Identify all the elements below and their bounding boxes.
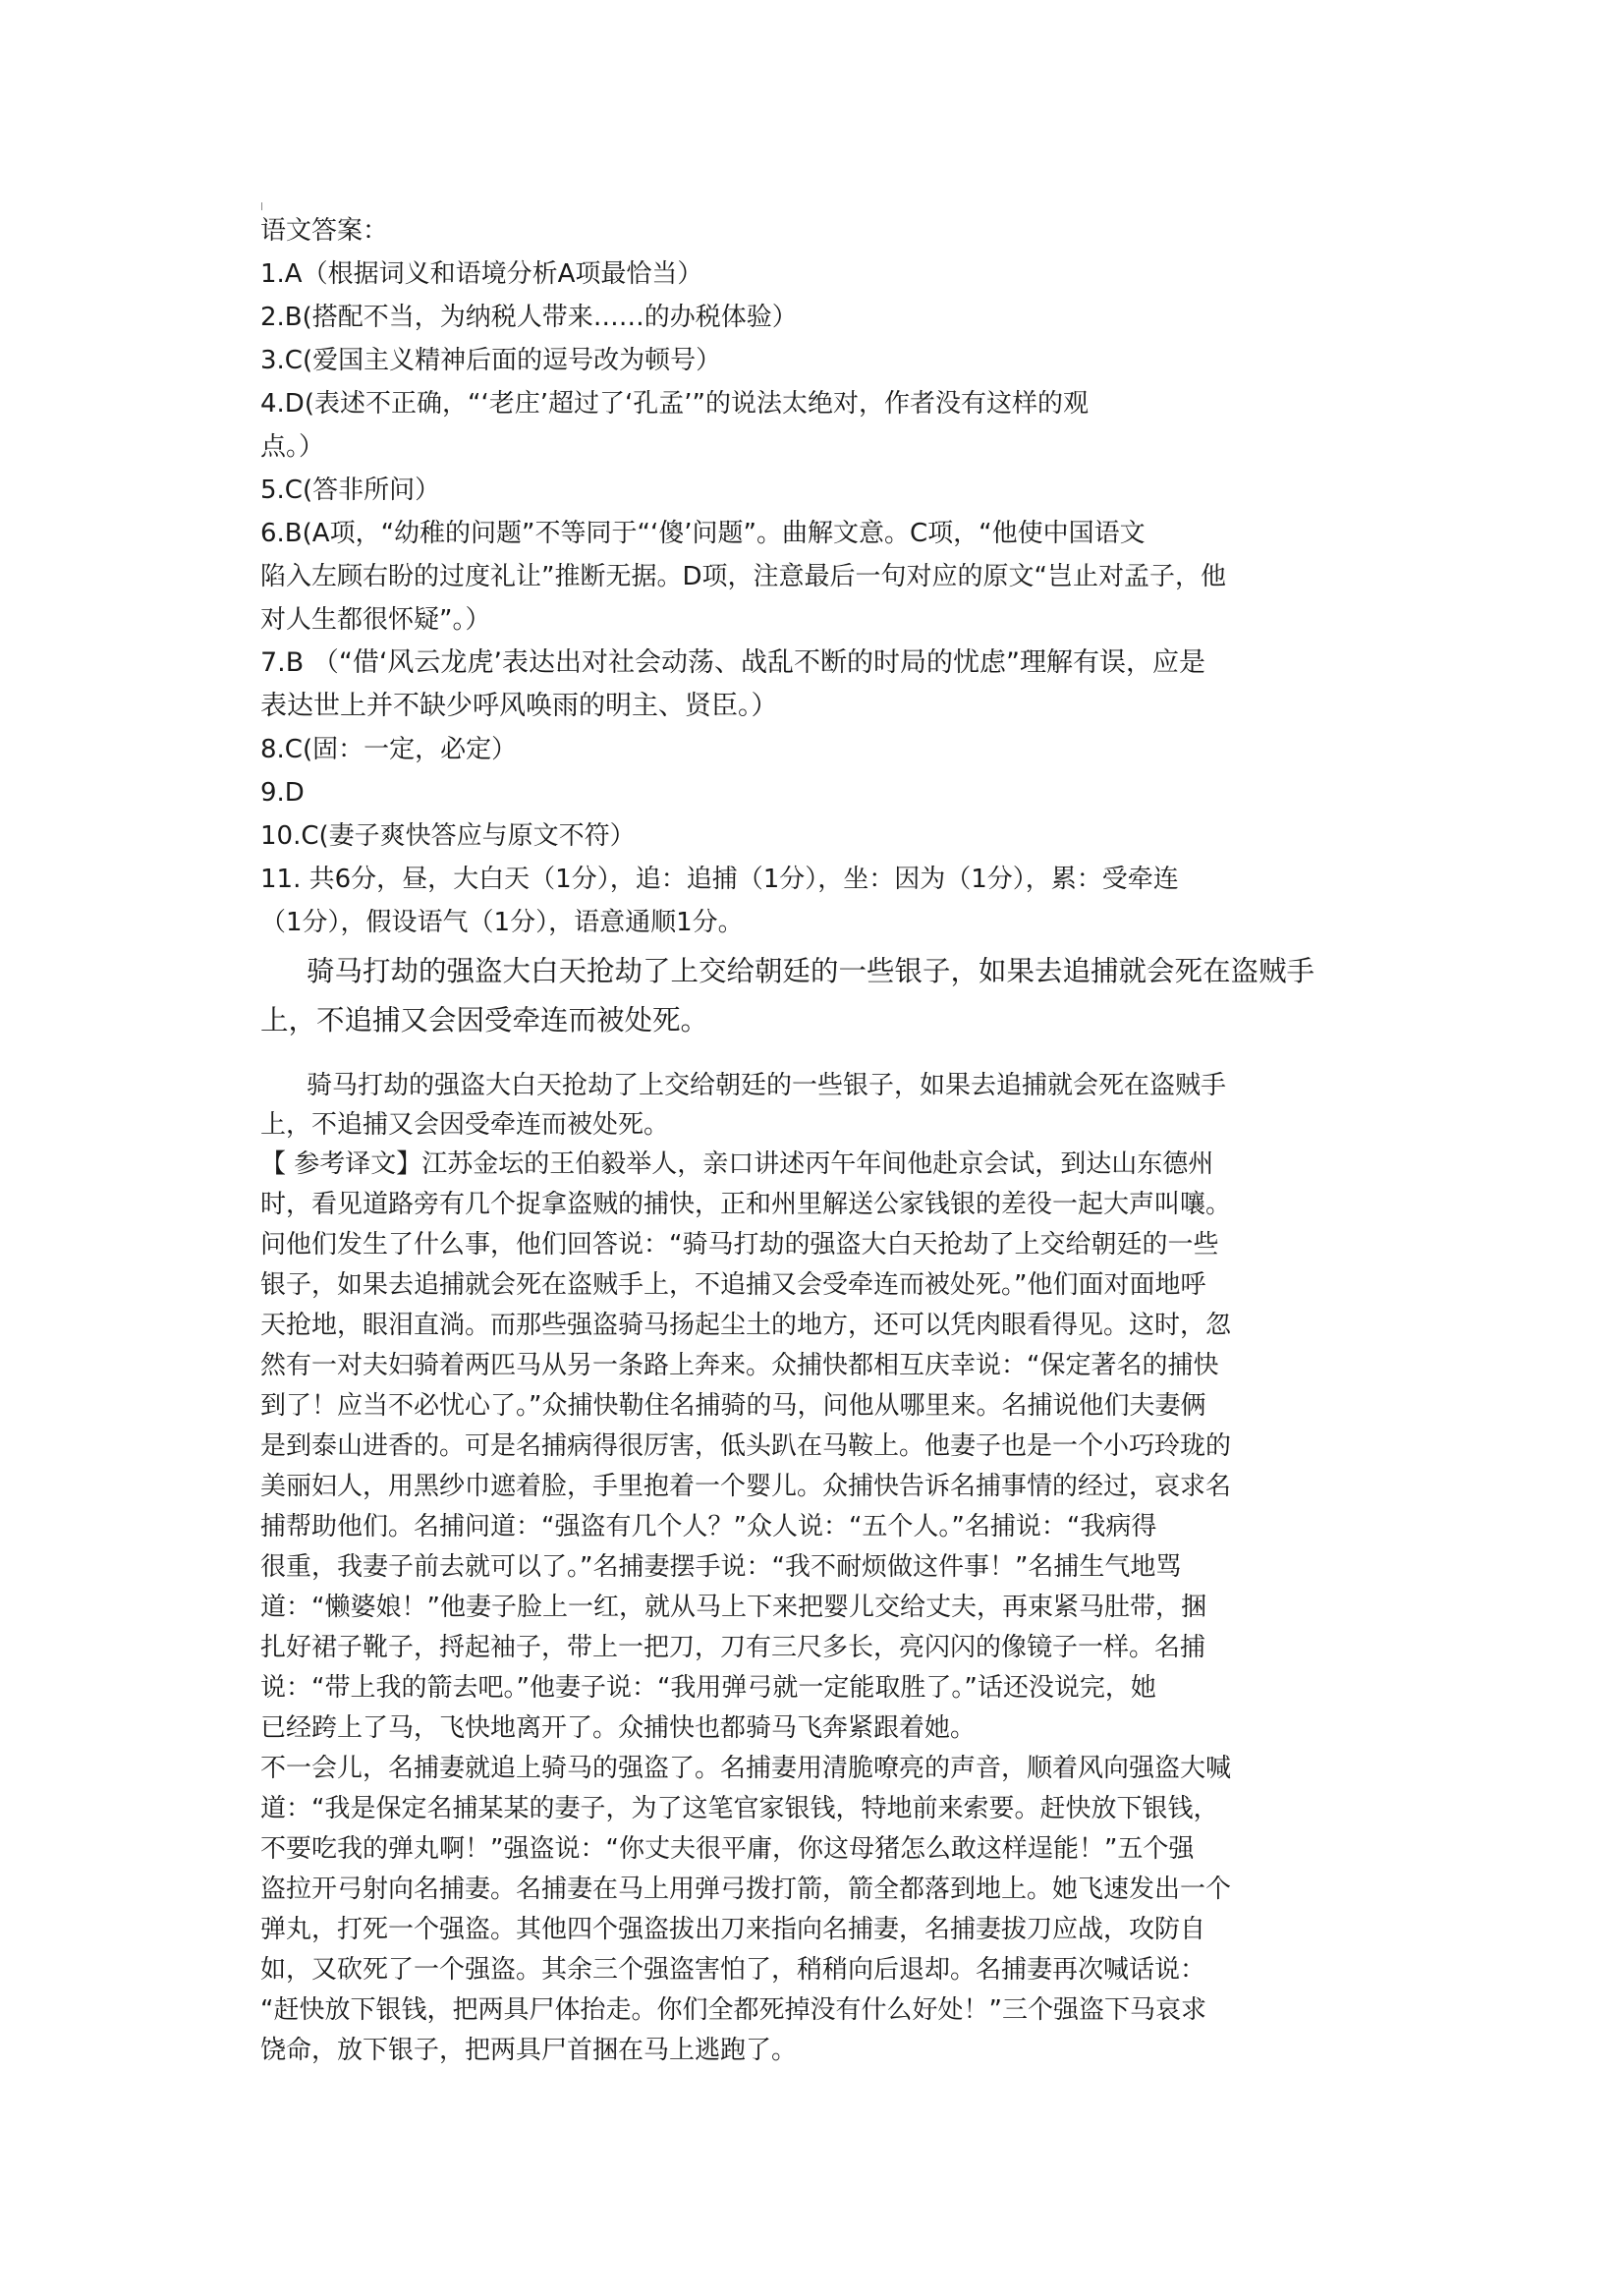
reference-line: 时，看见道路旁有几个捉拿盗贼的捕快，正和州里解送公家钱银的差役一起大声叫嚷。 xyxy=(260,1190,1232,1219)
translation-line: 骑马打劫的强盗大白天抢劫了上交给朝廷的一些银子，如果去追捕就会死在盗贼手 xyxy=(307,1071,1227,1100)
answer-line: 10.C(妻子爽快答应与原文不符） xyxy=(260,821,636,851)
answer-line: 7.B （“借‘风云龙虎’表达出对社会动荡、战乱不断的时局的忧虑”理解有误，应是 xyxy=(260,647,1206,678)
reference-line: 道：“懒婆娘！”他妻子脸上一红，就从马上下来把婴儿交给丈夫，再束紧马肚带，捆 xyxy=(260,1593,1206,1622)
answer-line: 6.B(A项，“幼稚的问题”不等同于“‘傻’问题”。曲解文意。C项，“他使中国语文 xyxy=(260,519,1146,548)
reference-line: 已经跨上了马，飞快地离开了。众捕快也都骑马飞奔紧跟着她。 xyxy=(260,1713,977,1743)
reference-line: 然有一对夫妇骑着两匹马从另一条路上奔来。众捕快都相互庆幸说：“保定著名的捕快 xyxy=(260,1351,1219,1380)
translation-line: 骑马打劫的强盗大白天抢劫了上交给朝廷的一些银子，如果去追捕就会死在盗贼手 xyxy=(307,955,1315,987)
answer-line: 点。） xyxy=(260,432,325,462)
reference-line: 饶命，放下银子，把两具尸首捆在马上逃跑了。 xyxy=(260,2036,798,2065)
reference-line: 天抢地，眼泪直淌。而那些强盗骑马扬起尘土的地方，还可以凭肉眼看得见。这时，忽 xyxy=(260,1311,1232,1340)
reference-line: 道：“我是保定名捕某某的妻子，为了这笔官家银钱，特地前来索要。赶快放下银钱， xyxy=(260,1794,1219,1823)
answer-line: 表达世上并不缺少呼风唤雨的明主、贤臣。） xyxy=(260,691,778,721)
answer-line: 9.D xyxy=(260,778,305,808)
reference-line: 说：“带上我的箭去吧。”他妻子说：“我用弹弓就一定能取胜了。”话还没说完，她 xyxy=(260,1673,1156,1703)
reference-line: 扎好裙子靴子，捋起袖子，带上一把刀，刀有三尺多长，亮闪闪的像镜子一样。名捕 xyxy=(260,1633,1206,1662)
answer-line: 陷入左顾右盼的过度礼让”推断无据。D项，注意最后一句对应的原文“岂止对孟子，他 xyxy=(260,562,1226,591)
reference-line: 问他们发生了什么事，他们回答说：“骑马打劫的强盗大白天抢劫了上交给朝廷的一些 xyxy=(260,1230,1219,1260)
reference-line: 不一会儿，名捕妻就追上骑马的强盗了。名捕妻用清脆嘹亮的声音，顺着风向强盗大喊 xyxy=(260,1754,1232,1783)
scan-mark xyxy=(261,202,262,210)
answer-line: （1分），假设语气（1分），语意通顺1分。 xyxy=(260,908,744,937)
answer-line: 3.C(爱国主义精神后面的逗号改为顿号） xyxy=(260,346,722,375)
reference-line: 美丽妇人，用黑纱巾遮着脸，手里抱着一个婴儿。众捕快告诉名捕事情的经过，哀求名 xyxy=(260,1472,1232,1501)
reference-line: 很重，我妻子前去就可以了。”名捕妻摆手说：“我不耐烦做这件事！”名捕生气地骂 xyxy=(260,1552,1182,1582)
reference-line: 如，又砍死了一个强盗。其余三个强盗害怕了，稍稍向后退却。名捕妻再次喊话说： xyxy=(260,1955,1206,1985)
answer-line: 8.C(固：一定，必定） xyxy=(260,735,518,764)
reference-line: 盗拉开弓射向名捕妻。名捕妻在马上用弹弓拨打箭，箭全都落到地上。她飞速发出一个 xyxy=(260,1875,1232,1904)
reference-line: “赶快放下银钱，把两具尸体抬走。你们全都死掉没有什么好处！”三个强盗下马哀求 xyxy=(260,1995,1206,2025)
translation-line: 上，不追捕又会因受牵连而被处死。 xyxy=(260,1004,709,1036)
answer-line: 2.B(搭配不当，为纳税人带来……的办税体验） xyxy=(260,303,798,332)
translation-line: 上，不追捕又会因受牵连而被处死。 xyxy=(260,1110,670,1140)
reference-line: 到了！应当不必忧心了。”众捕快勒住名捕骑的马，问他从哪里来。名捕说他们夫妻俩 xyxy=(260,1391,1206,1421)
reference-line: 捕帮助他们。名捕问道：“强盗有几个人？”众人说：“五个人。”名捕说：“我病得 xyxy=(260,1512,1157,1541)
answer-line: 4.D(表述不正确，“‘老庄’超过了‘孔孟’”的说法太绝对，作者没有这样的观 xyxy=(260,389,1089,419)
answer-line: 11. 共6分，昼，大白天（1分），追：追捕（1分），坐：因为（1分），累：受牵连 xyxy=(260,865,1179,894)
reference-line: 不要吃我的弹丸啊！”强盗说：“你丈夫很平庸，你这母猪怎么敢这样逞能！”五个强 xyxy=(260,1834,1195,1864)
answer-line: 1.A（根据词义和语境分析A项最恰当） xyxy=(260,259,703,289)
reference-line: 银子，如果去追捕就会死在盗贼手上，不追捕又会受牵连而被处死。”他们面对面地呼 xyxy=(260,1270,1206,1300)
answer-title: 语文答案： xyxy=(260,216,389,246)
answer-line: 对人生都很怀疑”。） xyxy=(260,605,491,635)
reference-line: 是到泰山进香的。可是名捕病得很厉害，低头趴在马鞍上。他妻子也是一个小巧玲珑的 xyxy=(260,1431,1232,1461)
reference-line: 弹丸，打死一个强盗。其他四个强盗拔出刀来指向名捕妻，名捕妻拔刀应战，攻防自 xyxy=(260,1915,1206,1944)
reference-line: 【 参考译文】江苏金坛的王伯毅举人，亲口讲述丙午年间他赴京会试，到达山东德州 xyxy=(260,1149,1214,1179)
answer-line: 5.C(答非所问） xyxy=(260,476,441,505)
